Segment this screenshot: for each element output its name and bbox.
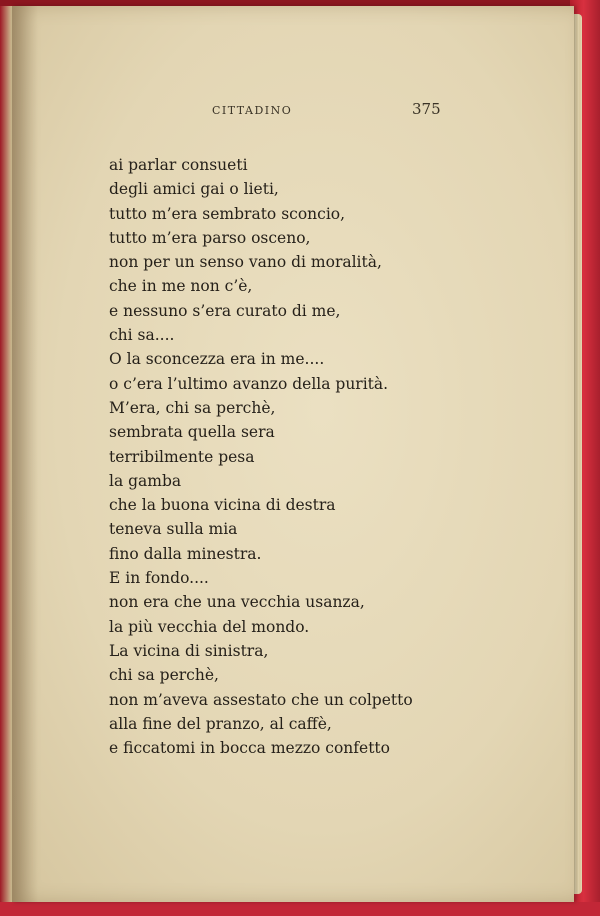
poem-line: teneva sulla mia xyxy=(109,520,238,539)
poem-line: che in me non c’è, xyxy=(109,277,253,296)
poem-line: non per un senso vano di moralità, xyxy=(109,253,382,272)
poem-line: la più vecchia del mondo. xyxy=(109,617,310,636)
poem-line: fino dalla minestra. xyxy=(109,544,262,563)
book-cover-bottom xyxy=(0,902,600,916)
poem-line: ai parlar consueti xyxy=(109,156,248,174)
poem-line: non m’aveva assestato che un colpetto xyxy=(109,690,413,709)
poem-line: M’era, chi sa perchè, xyxy=(109,398,276,417)
poem-line: O la sconcezza era in me.... xyxy=(109,350,325,369)
poem-line: sembrata quella sera xyxy=(109,423,275,442)
poem-line: La vicina di sinistra, xyxy=(109,641,269,660)
poem-line: degli amici gai o lieti, xyxy=(109,180,279,199)
poem-line: o c’era l’ultimo avanzo della purità. xyxy=(109,374,389,393)
poem-line: la gamba xyxy=(109,471,182,490)
poem-line: e nessuno s’era curato di me, xyxy=(109,301,341,320)
poem-line: tutto m’era parso osceno, xyxy=(109,228,311,247)
poem-line: e ficcatomi in bocca mezzo confetto xyxy=(109,739,390,758)
poem-line: terribilmente pesa xyxy=(109,447,255,466)
poem-line: chi sa perchè, xyxy=(109,666,219,685)
running-header-title: CITTADINO xyxy=(212,104,293,117)
poem-line: chi sa.... xyxy=(109,326,175,345)
page-number: 375 xyxy=(412,100,441,118)
page-gutter-shadow xyxy=(12,6,38,902)
book-page xyxy=(12,6,574,902)
poem-text xyxy=(109,153,549,760)
poem-line: E in fondo.... xyxy=(109,569,209,588)
poem-line: alla fine del pranzo, al caffè, xyxy=(109,714,332,733)
poem-line: non era che una vecchia usanza, xyxy=(109,593,365,612)
poem-line: tutto m’era sembrato sconcio, xyxy=(109,204,346,223)
poem-line: che la buona vicina di destra xyxy=(109,496,336,515)
